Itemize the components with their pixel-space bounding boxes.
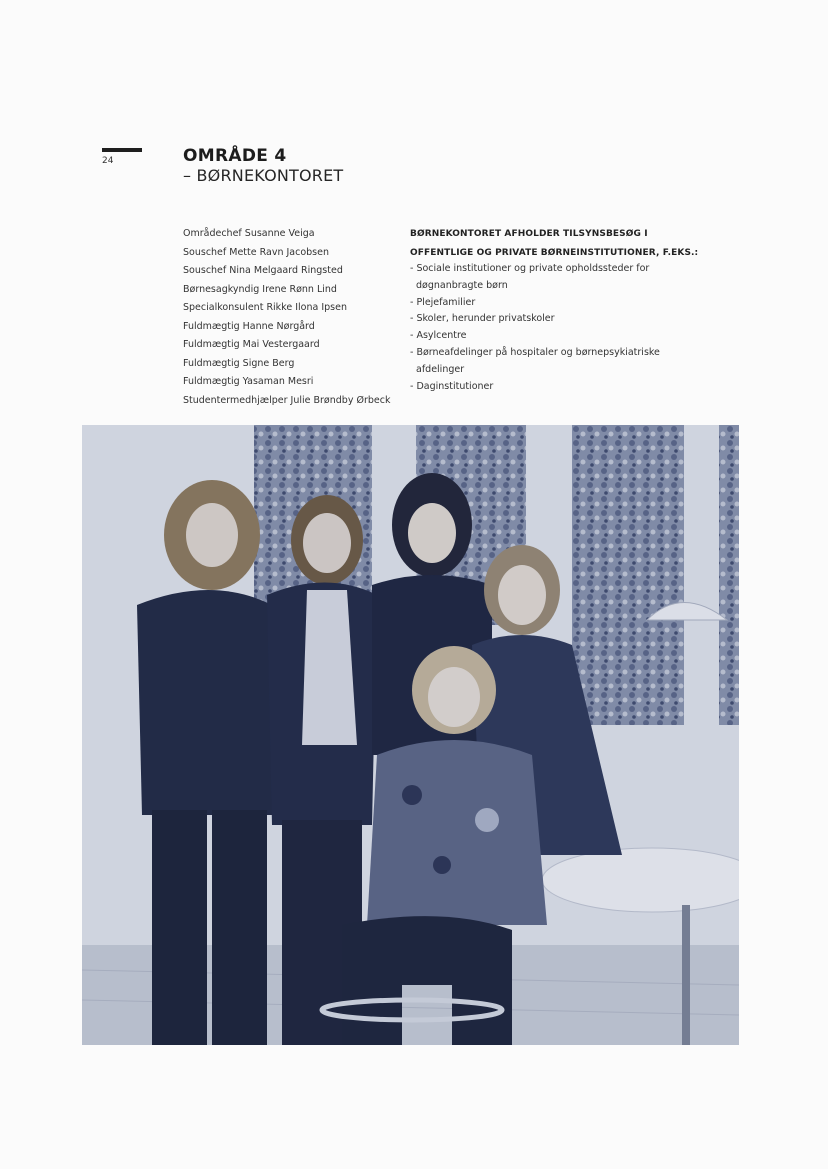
institution-item: - Plejefamilier (410, 296, 476, 308)
staff-member: Områdechef Susanne Veiga (183, 228, 315, 239)
page-title: OMRÅDE 4 (183, 146, 287, 166)
institution-item: - Børneafdelinger på hospitaler og børnepsykiatriske afdelinger (410, 346, 660, 375)
page-number: 24 (102, 156, 114, 166)
page-number-rule (102, 148, 142, 152)
intro-line: OFFENTLIGE OG PRIVATE BØRNEINSTITUTIONER, F.EKS.: (410, 247, 699, 258)
staff-member: Souschef Mette Ravn Jacobsen (183, 246, 330, 258)
institution-item: - Daginstitutioner (410, 380, 494, 392)
staff-member: Specialkonsulent Rikke Ilona Ipsen (183, 302, 347, 313)
intro-line: BØRNEKONTORET AFHOLDER TILSYNSBESØG I (410, 229, 648, 239)
institution-item: - Asylcentre (410, 330, 467, 342)
staff-member: Fuldmægtig Signe Berg (183, 357, 295, 369)
institution-item: - Sociale institutioner og private opholdssteder for døgnanbragte børn (410, 263, 650, 291)
page-subtitle: – BØRNEKONTORET (183, 166, 344, 185)
team-photo (82, 425, 739, 1045)
staff-member: Studentermedhjælper Julie Brøndby Ørbeck (183, 394, 391, 406)
staff-member: Fuldmægtig Yasaman Mesri (183, 376, 314, 387)
staff-member: Fuldmægtig Hanne Nørgård (183, 320, 315, 332)
institution-item: - Skoler, herunder privatskoler (410, 313, 555, 325)
team-photo-illustration (82, 425, 739, 1045)
staff-member: Fuldmægtig Mai Vestergaard (183, 339, 320, 350)
institution-list (410, 261, 680, 395)
staff-member: Børnesagkyndig Irene Rønn Lind (183, 283, 337, 295)
staff-member: Souschef Nina Melgaard Ringsted (183, 265, 343, 276)
inspection-intro (410, 225, 698, 262)
staff-list (183, 225, 390, 410)
